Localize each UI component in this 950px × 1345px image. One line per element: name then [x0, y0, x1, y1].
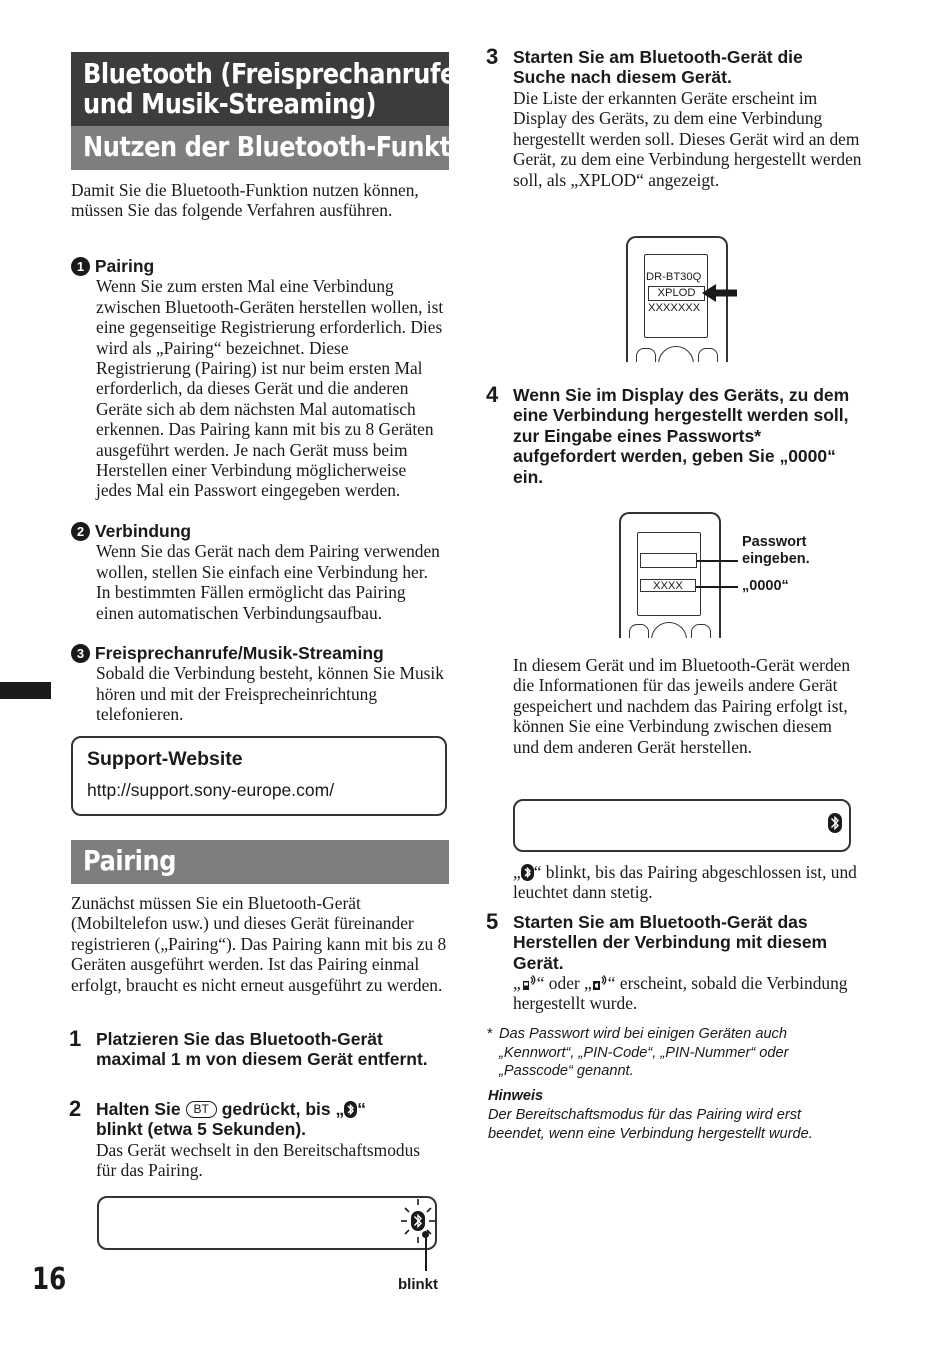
list-item-verbindung [71, 521, 446, 623]
step-2-block [96, 1099, 441, 1181]
subsection-header [71, 126, 492, 170]
section-title-line2: und Musik-Streaming) [83, 87, 377, 120]
phone-list-item-0: DR-BT30Q [646, 271, 702, 283]
item-text: Sobald die Verbindung besteht, können Sie Musik hören und mit der Freisprecheinrichtung telefonieren. [96, 663, 444, 725]
number-badge: 3 [71, 644, 90, 663]
password-prompt-field [640, 553, 697, 568]
callout-line-b [696, 586, 738, 588]
pairing-header [71, 840, 449, 884]
phone-icon [521, 975, 537, 991]
unit-display [513, 799, 851, 852]
support-url[interactable]: http://support.sony-europe.com/ [87, 780, 335, 800]
bluetooth-blink-icon [396, 1196, 440, 1246]
step-number-4: 4 [486, 382, 499, 407]
step-5-text-a: „ [513, 973, 521, 993]
step-2-title-c: “ [357, 1099, 366, 1119]
bluetooth-icon [827, 812, 843, 834]
number-badge: 2 [71, 522, 90, 541]
step-2-title-d: blinkt (etwa 5 Sekunden). [96, 1119, 307, 1140]
step-4-text: In diesem Gerät und im Bluetooth-Gerät werden die Informationen für das jeweils andere Gerät gespeichert und nachdem das Pairing erfolgt ist, können Sie eine Verbindung zwischen diesem und dem anderen Gerät herstellen. [513, 655, 851, 757]
audio-icon [592, 975, 608, 991]
phone-keypad [658, 346, 694, 362]
step-2-title-b: gedrückt, bis „ [221, 1099, 345, 1119]
phone-key-left [636, 348, 656, 362]
pairing-intro: Zunächst müssen Sie ein Bluetooth-Gerät (Mobiltelefon usw.) und dieses Gerät füreinander registrieren („Pairing“). Das Pairing kann mit bis zu 8 Geräten ausgeführt werden. Ist das Pairing einmal erfolgt, braucht es nicht erneut ausgeführt zu werden. [71, 893, 447, 995]
footnote-mark: * [487, 1026, 493, 1042]
subsection-title: Nutzen der Bluetooth-Funktion [83, 130, 492, 163]
phone-list-item-2: XXXXXXX [648, 302, 701, 314]
list-item-pairing [71, 256, 446, 501]
step-number-5: 5 [486, 909, 499, 934]
blink-label: blinkt [398, 1276, 438, 1293]
support-box [71, 736, 447, 816]
step-3-title: Starten Sie am Bluetooth-Gerät die Suche nach diesem Gerät. [513, 47, 803, 88]
number-badge: 1 [71, 257, 90, 276]
callout-label-code: „0000“ [742, 578, 789, 594]
side-tab-marker [0, 682, 51, 699]
intro-text: Damit Sie die Bluetooth-Funktion nutzen können, müssen Sie das folgende Verfahren ausführen. [71, 180, 419, 221]
support-title: Support-Website [87, 748, 243, 770]
step-2-title [96, 1099, 441, 1140]
step-number-2: 2 [69, 1096, 82, 1121]
hint-text: Der Bereitschaftsmodus für das Pairing wird erst beendet, wenn eine Verbindung hergestellt wurde. [488, 1107, 813, 1142]
bluetooth-icon [344, 1101, 357, 1118]
phone-screen [637, 532, 701, 616]
blink-note-b: “ blinkt, bis das Pairing abgeschlossen ist, und leuchtet dann stetig. [513, 862, 857, 903]
phone-list-item-1-selected: XPLOD [648, 286, 705, 301]
step-number-1: 1 [69, 1026, 82, 1051]
unit-display-blinking [97, 1196, 437, 1250]
phone-illustration-password [619, 512, 721, 638]
phone-key-left [629, 624, 649, 638]
item-title: Verbindung [94, 521, 192, 541]
blink-note [513, 862, 865, 903]
bluetooth-icon [521, 864, 534, 881]
step-3-text: Die Liste der erkannten Geräte erscheint im Display des Geräts, zu dem eine Verbindung hergestellt werden soll. Dieses Gerät wird an dem Gerät, zu dem eine Verbindung hergestellt werden soll, als „XPLOD“ angezeigt. [513, 88, 862, 190]
step-5-text-c: “ erscheint, sobald die Verbindung hergestellt wurde. [513, 973, 848, 1014]
blink-note-a: „ [513, 862, 521, 882]
item-text: Wenn Sie das Gerät nach dem Pairing verwenden wollen, stellen Sie einfach eine Verbindung her. In bestimmten Fällen ermöglicht das Pairing einen automatischen Verbindungsaufbau. [96, 541, 440, 623]
list-item-streaming [71, 643, 446, 725]
step-5-text [513, 973, 858, 1014]
page-number: 16 [32, 1262, 67, 1297]
item-title: Pairing [94, 256, 155, 276]
callout-label-password: Passwort eingeben. [742, 534, 810, 567]
phone-keypad [651, 622, 687, 638]
step-number-3: 3 [486, 44, 499, 69]
bt-key: BT [186, 1101, 217, 1118]
blink-pointer-line [425, 1233, 427, 1271]
phone-key-right [698, 348, 718, 362]
hint-title: Hinweis [488, 1088, 544, 1104]
blink-pointer-dot [422, 1231, 429, 1238]
item-text: Wenn Sie zum ersten Mal eine Verbindung zwischen Bluetooth-Geräten herstellen wollen, ist eine gegenseitige Registrierung erforderlich. Dies wird als „Pairing“ bezeichnet. Diese Registrierung (Pairing) ist nur beim ersten Mal erforderlich, da dieses Gerät und die anderen Geräte sich ab dem nächsten Mal automatisch erkennen. Das Pairing kann mit bis zu 8 Geräten ausgeführt werden. Je nach Gerät muss beim Herstellen einer Verbindung möglicherweise jedes Mal ein Passwort eingegeben werden. [96, 276, 444, 501]
password-input-field: XXXX [640, 579, 696, 592]
step-2-text: Das Gerät wechselt in den Bereitschaftsmodus für das Pairing. [96, 1139, 421, 1181]
step-4-title: Wenn Sie im Display des Geräts, zu dem eine Verbindung hergestellt werden soll, zur Eingabe eines Passworts* aufgefordert werden, geben Sie „0000“ ein. [513, 385, 850, 487]
section-title-line1: Bluetooth (Freisprechanrufe [83, 57, 456, 90]
section-header [71, 52, 456, 126]
step-5-text-b: “ oder „ [536, 973, 592, 993]
step-1-title: Platzieren Sie das Bluetooth-Gerät maximal 1 m von diesem Gerät entfernt. [96, 1029, 428, 1070]
footnote-text: Das Passwort wird bei einigen Geräten auch „Kennwort“, „PIN-Code“, „PIN-Nummer“ oder „Passcode“ genannt. [499, 1026, 789, 1080]
callout-line-a [696, 560, 738, 562]
phone-key-right [691, 624, 711, 638]
pairing-title: Pairing [83, 844, 177, 877]
item-title: Freisprechanrufe/Musik-Streaming [94, 643, 384, 663]
step-2-title-a: Halten Sie [96, 1099, 181, 1119]
step-5-title: Starten Sie am Bluetooth-Gerät das Herstellen der Verbindung mit diesem Gerät. [513, 912, 828, 973]
arrow-left-icon [702, 284, 738, 302]
